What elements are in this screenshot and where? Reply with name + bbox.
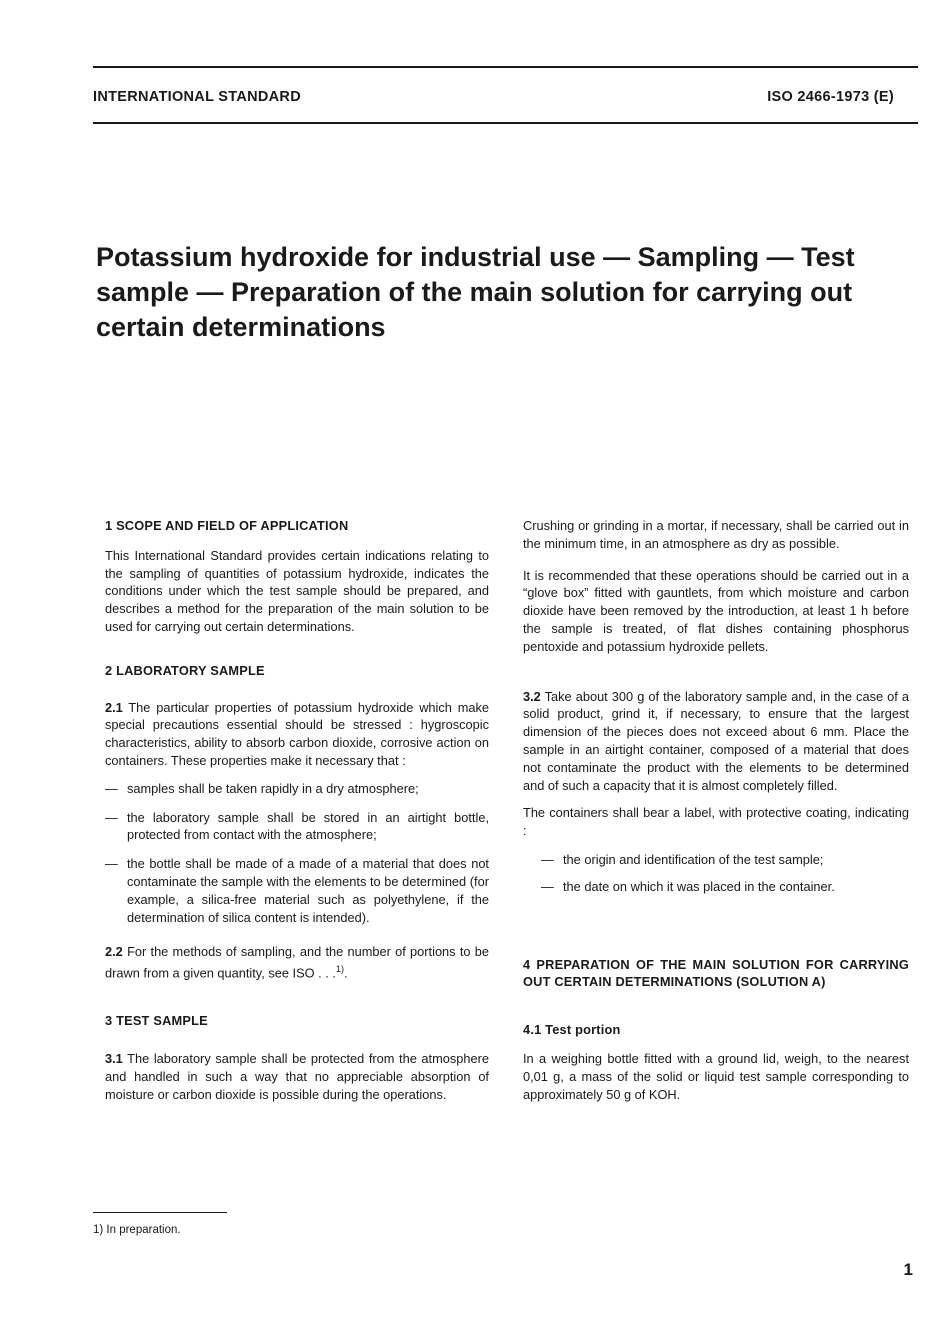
- dash-marker: —: [105, 809, 118, 825]
- list-item: [105, 809, 489, 845]
- clause-3-2-text: Take about 300 g of the laboratory sample and, in the case of a solid product, grind it, if necessary, to ensure that the largest dimension of the pieces does not exceed about 6 mm. Place the sample in an airtight container, composed of a material that does not contaminate the product with the elements to be determined and of such a capacity that it is almost completely filled.: [523, 688, 909, 793]
- list-item-text: the date on which it was placed in the container.: [563, 878, 835, 894]
- section-3-heading: 3 TEST SAMPLE: [105, 1013, 208, 1029]
- clause-3-1-number: 3.1: [105, 1051, 123, 1066]
- dash-marker: —: [105, 856, 118, 872]
- list-item-text: the origin and identification of the test sample;: [563, 851, 824, 867]
- footnote-rule: [93, 1212, 227, 1213]
- label-paragraph: The containers shall bear a label, with protective coating, indicating :: [523, 805, 909, 839]
- clause-2-1-text: The particular properties of potassium hydroxide which make special precautions essential should be stressed : hygroscopic characteristics, ability to absorb carbon dioxide, corrosive action on containers. These properties make it necessary that :: [105, 699, 489, 768]
- list-item-text: samples shall be taken rapidly in a dry atmosphere;: [127, 780, 419, 796]
- clause-2-2-text: For the methods of sampling, and the number of portions to be drawn from a given quantity, see ISO . . .: [105, 944, 489, 981]
- dash-marker: —: [541, 851, 554, 867]
- section-4-heading: 4 PREPARATION OF THE MAIN SOLUTION FOR CARRYING OUT CERTAIN DETERMINATIONS (SOLUTION A): [523, 956, 909, 990]
- clause-4-1-text: In a weighing bottle fitted with a ground lid, weigh, to the nearest 0,01 g, a mass of the solid or liquid test sample corresponding to approximately 50 g of KOH.: [523, 1050, 909, 1102]
- list-item: [105, 855, 489, 926]
- title-line-3: certain determinations: [96, 312, 386, 342]
- clause-2-2-number: 2.2: [105, 944, 123, 960]
- left-column: [105, 517, 489, 1103]
- section-1-heading: 1 SCOPE AND FIELD OF APPLICATION: [105, 518, 349, 533]
- clause-3-2: [523, 688, 909, 795]
- page-number: 1: [903, 1260, 913, 1279]
- clause-2-2-end: .: [343, 965, 348, 981]
- clause-2-1-number: 2.1: [105, 699, 123, 715]
- document-title: [96, 240, 896, 345]
- list-item-text: the laboratory sample shall be stored in an airtight bottle, protected from contact with the atmosphere;: [127, 809, 489, 843]
- section-2-heading: 2 LABORATORY SAMPLE: [105, 662, 265, 678]
- title-line-1: Potassium hydroxide for industrial use — Sampling — Test: [96, 242, 855, 272]
- list-item: [523, 878, 909, 896]
- right-column: [523, 517, 909, 1103]
- list-item-text: the bottle shall be made of a made of a material that does not contaminate the sample with the elements to be determined (for example, a silica-free material such as polyethylene, if the determination of silica content is intended).: [127, 856, 489, 925]
- clause-2-1: [105, 699, 489, 770]
- section-1-paragraph: This International Standard provides certain indications relating to the sampling of quantities of potassium hydroxide, indicates the conditions under which the test sample should be prepared, and describes a method for the preparation of the main solution to be used for carrying out certain determinations.: [105, 547, 489, 634]
- clause-3-2-number: 3.2: [523, 688, 541, 704]
- crushing-paragraph: Crushing or grinding in a mortar, if necessary, shall be carried out in the minimum time, in an atmosphere as dry as possible.: [523, 518, 909, 551]
- clause-2-2: [105, 943, 489, 982]
- dash-marker: —: [105, 780, 118, 796]
- clause-3-1: [105, 1050, 489, 1103]
- title-line-2: sample — Preparation of the main solution for carrying out: [96, 277, 853, 307]
- dash-marker: —: [541, 878, 554, 894]
- footnote-reference: 1): [335, 964, 344, 975]
- standard-number: ISO 2466-1973 (E): [767, 89, 894, 105]
- glove-box-paragraph: It is recommended that these operations should be carried out in a “glove box” fitted with gauntlets, from which moisture and carbon dioxide have been removed by the introduction, at least 1 h before the sample is treated, of flat dishes containing phosphorus pentoxide and potassium hydroxide pellets.: [523, 567, 909, 654]
- header-left-label: INTERNATIONAL STANDARD: [93, 89, 301, 105]
- list-item: [523, 851, 909, 869]
- clause-4-1-heading: 4.1 Test portion: [523, 1022, 621, 1038]
- clause-3-1-text: The laboratory sample shall be protected from the atmosphere and handled in such a way that no appreciable absorption of moisture or carbon dioxide is possible during the operations.: [105, 1051, 489, 1102]
- header-top-rule: [93, 66, 918, 68]
- footnote: 1) In preparation.: [93, 1224, 181, 1236]
- list-item: [105, 780, 489, 798]
- header-bottom-rule: [93, 122, 918, 124]
